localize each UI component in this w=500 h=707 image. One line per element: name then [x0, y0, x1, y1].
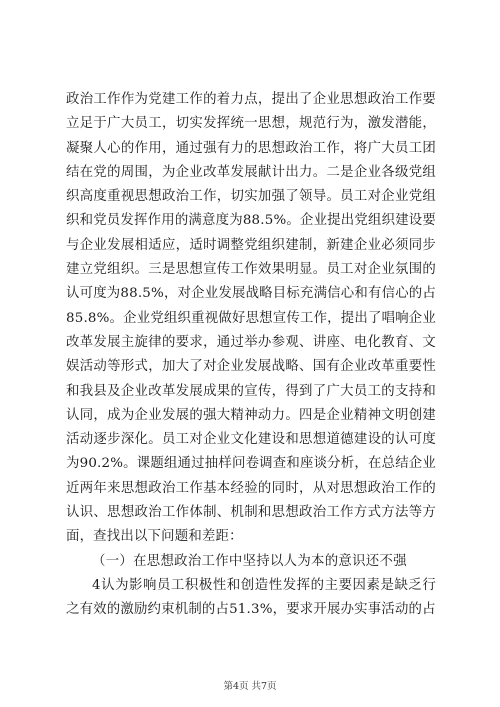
document-body — [66, 88, 436, 623]
body-paragraph: 政治工作作为党建工作的着力点，提出了企业思想政治工作要立足于广大员工，切实发挥统一思想，规范行为，激发潜能，凝聚人心的作用，通过强有力的思想政治工作，将广大员工团结在党的周围，为企业改革发展献计出力。二是企业各级党组织高度重视思想政治工作，切实加强了领导。员工对企业党组织和党员发挥作用的满意度为88.5%。企业提出党组织建设要与企业发展相适应，适时调整党组织建制，新建企业必须同步建立党组织。三是思想宣传工作效果明显。员工对企业氛围的认可度为88.5%，对企业发展战略目标充满信心和有信心的占85.8%。企业党组织重视做好思想宣传工作，提出了唱响企业改革发展主旋律的要求，通过举办参观、讲座、电化教育、文娱活动等形式，加大了对企业发展战略、国有企业改革重要性和我县及企业改革发展成果的宣传，得到了广大员工的支持和认同，成为企业发展的强大精神动力。四是企业精神文明创建活动逐步深化。员工对企业文化建设和思想道德建设的认可度为90.2%。课题组通过抽样问卷调查和座谈分析，在总结企业近两年来思想政治工作基本经验的同时，从对思想政治工作的认识、思想政治工作体制、机制和思想政治工作方式方法等方面，查找出以下问题和差距： — [66, 92, 436, 545]
page-number-footer: 第4页 共7页 — [223, 681, 277, 692]
body-paragraph: 4认为影响员工积极性和创造性发挥的主要因素是缺乏行之有效的激励约束机制的占51.3%，要求开展办实事活动的占 — [66, 577, 436, 618]
section-heading: （一）在思想政治工作中坚持以人为本的意识还不强 — [92, 553, 407, 569]
